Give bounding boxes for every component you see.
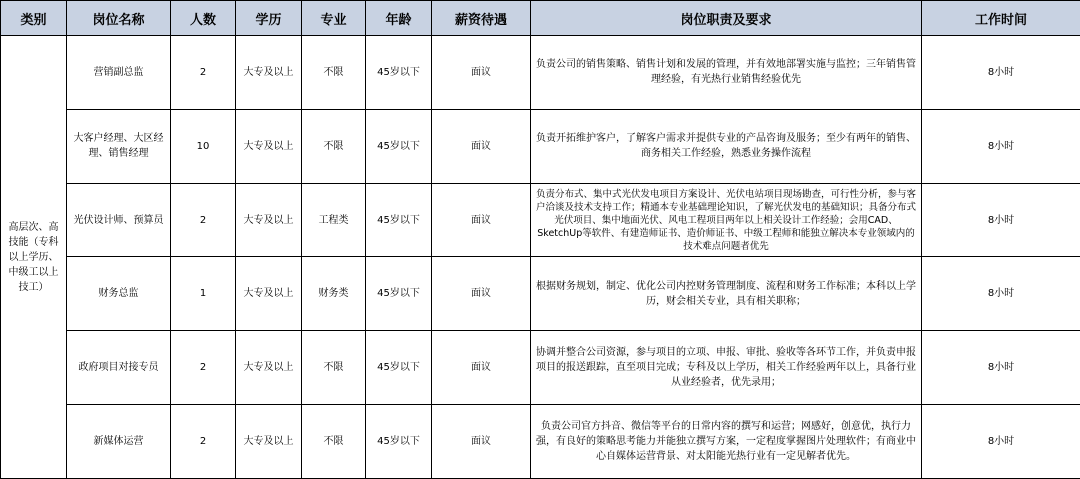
header-row xyxy=(1,1,1080,36)
salary-cell: 面议 xyxy=(432,257,531,331)
count-cell: 10 xyxy=(171,109,236,183)
major-cell: 不限 xyxy=(302,405,366,479)
salary-cell: 面议 xyxy=(432,331,531,405)
count-cell: 1 xyxy=(171,257,236,331)
table-row xyxy=(1,331,1080,405)
age-cell: 45岁以下 xyxy=(366,36,432,110)
age-cell: 45岁以下 xyxy=(366,183,432,257)
duties-cell: 负责开拓维护客户，了解客户需求并提供专业的产品咨询及服务；至少有两年的销售、商务相关工作经验，熟悉业务操作流程 xyxy=(531,109,922,183)
duties-cell: 根据财务规划，制定、优化公司内控财务管理制度、流程和财务工作标准；本科以上学历，财会相关专业，具有相关职称； xyxy=(531,257,922,331)
major-cell: 财务类 xyxy=(302,257,366,331)
education-cell: 大专及以上 xyxy=(236,331,302,405)
major-cell: 不限 xyxy=(302,109,366,183)
header-position: 岗位名称 xyxy=(67,1,171,36)
header-category: 类别 xyxy=(1,1,67,36)
age-cell: 45岁以下 xyxy=(366,257,432,331)
position-cell: 营销副总监 xyxy=(67,36,171,110)
hours-cell: 8小时 xyxy=(922,109,1080,183)
duties-cell: 负责公司的销售策略、销售计划和发展的管理，并有效地部署实施与监控；三年销售管理经验，有光热行业销售经验优先 xyxy=(531,36,922,110)
category-cell: 高层次、高技能（专科以上学历、中级工以上技工） xyxy=(1,36,67,479)
table-row xyxy=(1,183,1080,257)
table-row xyxy=(1,109,1080,183)
age-cell: 45岁以下 xyxy=(366,109,432,183)
salary-cell: 面议 xyxy=(432,109,531,183)
count-cell: 2 xyxy=(171,331,236,405)
position-cell: 新媒体运营 xyxy=(67,405,171,479)
duties-cell: 负责分布式、集中式光伏发电项目方案设计、光伏电站项目现场勘查，可行性分析，参与客户洽谈及技术支持工作；精通本专业基础理论知识，了解光伏发电的基础知识；具备分布式光伏项目、集中地面光伏、风电工程项目两年以上相关设计工作经验；会用CAD、SketchUp等软件、有建造师证书、造价师证书、中级工程师和能独立解决本专业领域内的技术难点问题者优先 xyxy=(531,183,922,257)
education-cell: 大专及以上 xyxy=(236,183,302,257)
count-cell: 2 xyxy=(171,36,236,110)
duties-cell: 协调并整合公司资源，参与项目的立项、申报、审批、验收等各环节工作，并负责申报项目的报送跟踪，直至项目完成；专科及以上学历，相关工作经验两年以上，具备行业从业经验者，优先录用； xyxy=(531,331,922,405)
major-cell: 工程类 xyxy=(302,183,366,257)
header-salary: 薪资待遇 xyxy=(432,1,531,36)
position-cell: 政府项目对接专员 xyxy=(67,331,171,405)
count-cell: 2 xyxy=(171,405,236,479)
salary-cell: 面议 xyxy=(432,36,531,110)
header-major: 专业 xyxy=(302,1,366,36)
header-education: 学历 xyxy=(236,1,302,36)
position-cell: 光伏设计师、预算员 xyxy=(67,183,171,257)
hours-cell: 8小时 xyxy=(922,405,1080,479)
position-cell: 财务总监 xyxy=(67,257,171,331)
salary-cell: 面议 xyxy=(432,405,531,479)
hours-cell: 8小时 xyxy=(922,257,1080,331)
age-cell: 45岁以下 xyxy=(366,331,432,405)
hours-cell: 8小时 xyxy=(922,183,1080,257)
header-hours: 工作时间 xyxy=(922,1,1080,36)
major-cell: 不限 xyxy=(302,36,366,110)
education-cell: 大专及以上 xyxy=(236,405,302,479)
duties-cell: 负责公司官方抖音、微信等平台的日常内容的撰写和运营；网感好，创意优，执行力强，有良好的策略思考能力并能独立撰写方案，一定程度掌握图片处理软件；有商业中心自媒体运营背景、对太阳能光热行业有一定见解者优先。 xyxy=(531,405,922,479)
major-cell: 不限 xyxy=(302,331,366,405)
table-row xyxy=(1,405,1080,479)
hours-cell: 8小时 xyxy=(922,331,1080,405)
hours-cell: 8小时 xyxy=(922,36,1080,110)
table-row xyxy=(1,257,1080,331)
age-cell: 45岁以下 xyxy=(366,405,432,479)
header-count: 人数 xyxy=(171,1,236,36)
count-cell: 2 xyxy=(171,183,236,257)
salary-cell: 面议 xyxy=(432,183,531,257)
position-cell: 大客户经理、大区经理、销售经理 xyxy=(67,109,171,183)
education-cell: 大专及以上 xyxy=(236,109,302,183)
header-age: 年龄 xyxy=(366,1,432,36)
header-duties: 岗位职责及要求 xyxy=(531,1,922,36)
education-cell: 大专及以上 xyxy=(236,36,302,110)
education-cell: 大专及以上 xyxy=(236,257,302,331)
table-row xyxy=(1,36,1080,110)
